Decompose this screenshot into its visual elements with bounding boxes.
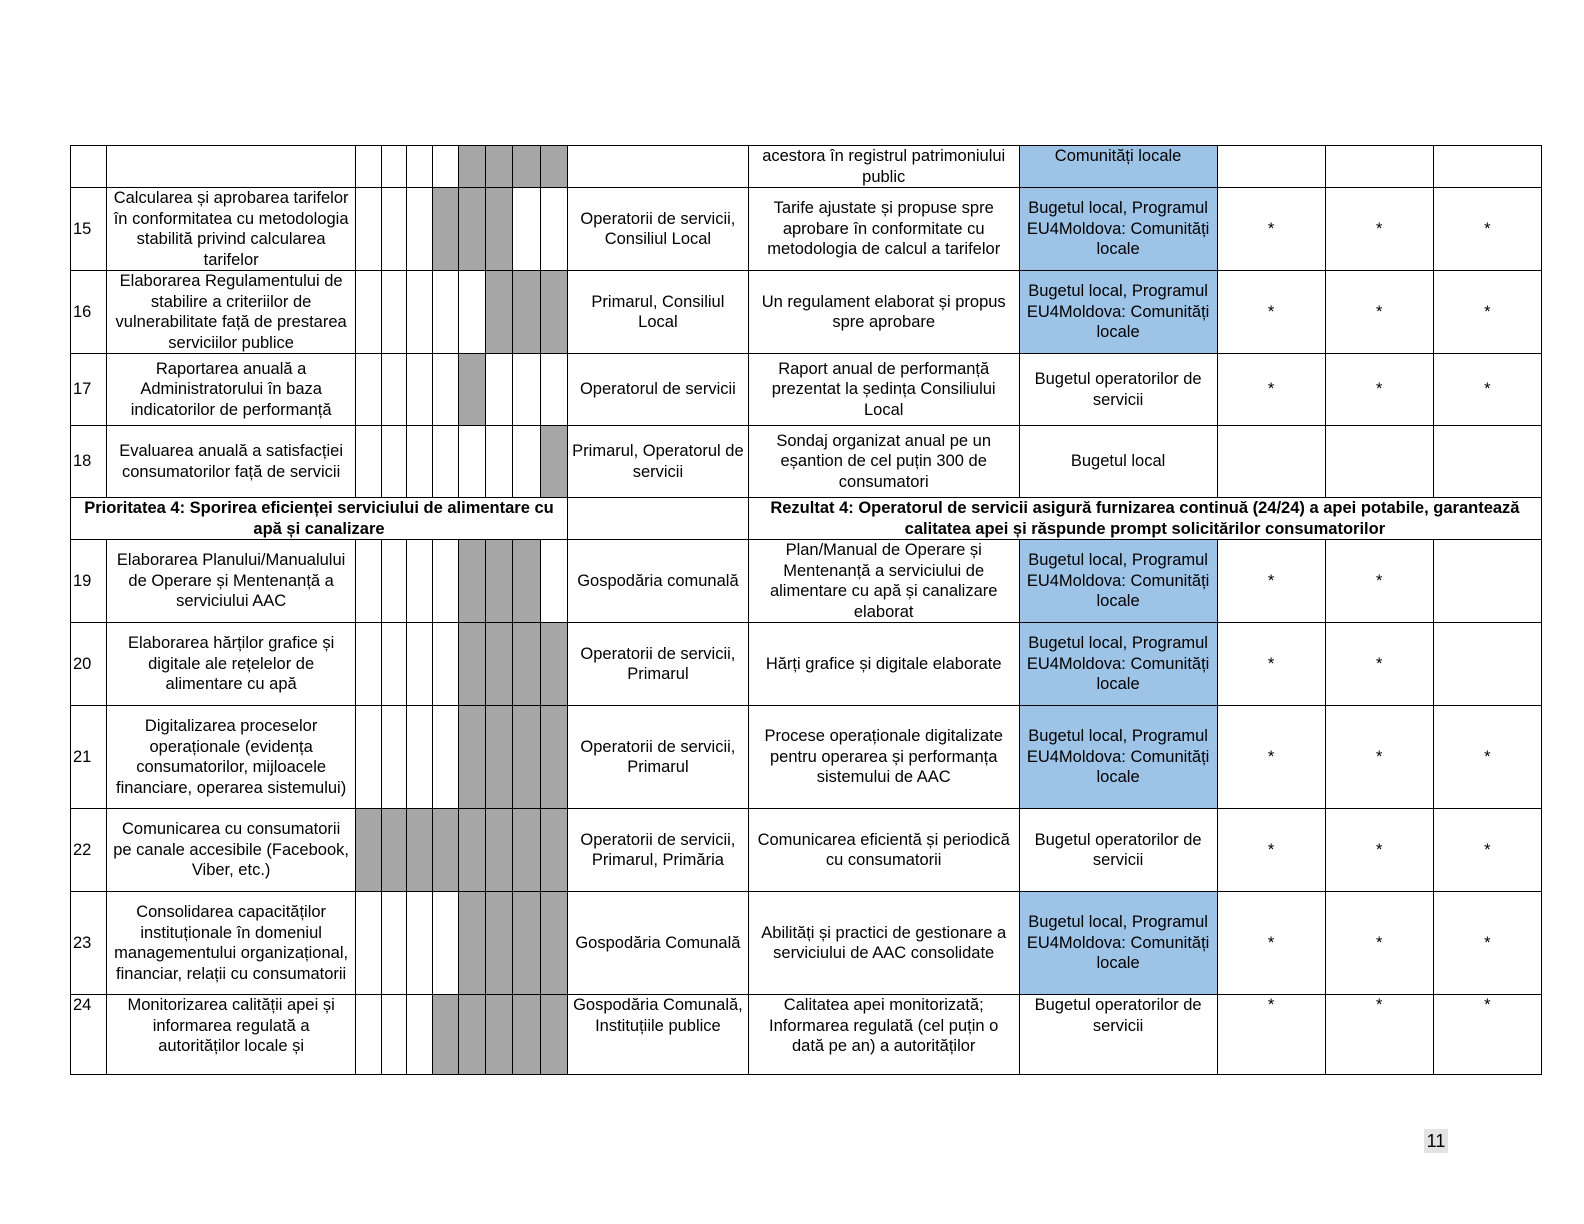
timeline-fill [486,706,513,809]
result-cell: acestora în registrul patrimoniului public [748,146,1019,188]
timeline-fill [432,809,458,892]
responsible-cell: Gospodăria Comunală, Instituțiile publice [567,995,748,1075]
timeline-cell [355,995,381,1075]
timeline-fill [382,809,407,892]
timeline-fill [540,892,567,995]
timeline-cell [407,995,432,1075]
funding-cell: Bugetul local, Programul EU4Moldova: Comunități locale [1019,188,1217,271]
timeline-cell [382,146,407,188]
timeline-cell [432,706,458,809]
result-cell: Hărți grafice și digitale elaborate [748,623,1019,706]
responsible-cell: Operatorii de servicii, Primarul [567,706,748,809]
row-number: 19 [71,540,107,623]
timeline-fill [540,271,567,354]
timeline-cell [382,706,407,809]
timeline-cell [355,892,381,995]
responsible-cell: Gospodăria Comunală [567,892,748,995]
priority-row [71,498,1542,540]
row-number: 16 [71,271,107,354]
funding-cell: Comunități locale [1019,146,1217,188]
timeline-fill [513,706,540,809]
indicator-mark: * [1433,706,1541,809]
timeline-fill [513,623,540,706]
timeline-cell [355,540,381,623]
responsible-cell: Operatorii de servicii, Primarul [567,623,748,706]
timeline-cell [513,426,540,498]
indicator-mark: * [1325,995,1433,1075]
indicator-mark: * [1217,995,1325,1075]
indicator-mark: * [1217,540,1325,623]
timeline-cell [355,188,381,271]
action-plan-table [70,145,1542,1075]
timeline-fill [486,623,513,706]
timeline-fill [486,892,513,995]
row-number: 23 [71,892,107,995]
timeline-cell [458,271,485,354]
timeline-cell [382,188,407,271]
indicator-mark: * [1325,188,1433,271]
activity-cell: Elaborarea hărților grafice și digitale ale rețelelor de alimentare cu apă [107,623,356,706]
table-row [71,188,1542,271]
timeline-cell [407,623,432,706]
row-number: 22 [71,809,107,892]
indicator-mark: * [1217,354,1325,426]
indicator-mark: * [1217,188,1325,271]
timeline-cell [540,354,567,426]
timeline-fill [486,188,513,271]
funding-cell: Bugetul local, Programul EU4Moldova: Comunități locale [1019,623,1217,706]
timeline-cell [355,146,381,188]
indicator-mark: * [1433,892,1541,995]
indicator-mark: * [1325,623,1433,706]
timeline-cell [355,271,381,354]
timeline-fill [513,271,540,354]
timeline-cell [407,271,432,354]
result-cell: Raport anual de performanță prezentat la ședința Consiliului Local [748,354,1019,426]
timeline-cell [382,995,407,1075]
timeline-cell [458,426,485,498]
timeline-fill [458,354,485,426]
timeline-fill [432,995,458,1075]
funding-cell: Bugetul local, Programul EU4Moldova: Comunități locale [1019,892,1217,995]
timeline-cell [407,146,432,188]
indicator-mark: * [1217,623,1325,706]
timeline-cell [382,354,407,426]
indicator-mark: * [1325,892,1433,995]
funding-cell: Bugetul local [1019,426,1217,498]
table-row [71,706,1542,809]
timeline-fill [540,426,567,498]
table-row [71,623,1542,706]
indicator-mark: * [1433,271,1541,354]
timeline-cell [382,426,407,498]
timeline-cell [540,540,567,623]
activity-cell: Elaborarea Regulamentului de stabilire a criteriilor de vulnerabilitate față de prestarea serviciilor publice [107,271,356,354]
indicator-mark: * [1325,809,1433,892]
timeline-fill [540,809,567,892]
timeline-fill [407,809,432,892]
result-cell: Comunicarea eficientă și periodică cu consumatorii [748,809,1019,892]
indicator-mark: * [1325,540,1433,623]
responsible-cell: Operatorul de servicii [567,354,748,426]
timeline-fill [513,809,540,892]
funding-cell: Bugetul local, Programul EU4Moldova: Comunități locale [1019,706,1217,809]
result-cell: Sondaj organizat anual pe un eșantion de cel puțin 300 de consumatori [748,426,1019,498]
timeline-cell [407,426,432,498]
funding-cell: Bugetul operatorilor de servicii [1019,354,1217,426]
timeline-fill [486,146,513,188]
timeline-fill [458,995,485,1075]
timeline-fill [486,271,513,354]
timeline-cell [382,623,407,706]
result-cell: Procese operaționale digitalizate pentru operarea și performanța sistemului de AAC [748,706,1019,809]
timeline-fill [458,706,485,809]
activity-cell: Comunicarea cu consumatorii pe canale accesibile (Facebook, Viber, etc.) [107,809,356,892]
timeline-fill [540,623,567,706]
timeline-fill [458,623,485,706]
result-cell: Tarife ajustate și propuse spre aprobare în conformitate cu metodologia de calcul a tarifelor [748,188,1019,271]
timeline-cell [486,426,513,498]
responsible-cell: Operatorii de servicii, Primarul, Primăria [567,809,748,892]
timeline-cell [432,271,458,354]
row-number [71,146,107,188]
timeline-cell [432,623,458,706]
timeline-cell [432,426,458,498]
activity-cell: Monitorizarea calității apei și informarea regulată a autorităților locale și [107,995,356,1075]
timeline-cell [355,354,381,426]
indicator-mark: * [1325,354,1433,426]
activity-cell: Calcularea și aprobarea tarifelor în conformitatea cu metodologia stabilită privind calcularea tarifelor [107,188,356,271]
timeline-cell [432,892,458,995]
result-cell: Calitatea apei monitorizată; Informarea regulată (cel puțin o dată pe an) a autorităților [748,995,1019,1075]
table-row [71,354,1542,426]
timeline-fill [513,146,540,188]
timeline-cell [432,146,458,188]
row-number: 18 [71,426,107,498]
table-row [71,426,1542,498]
responsible-cell: Primarul, Consiliul Local [567,271,748,354]
timeline-cell [355,623,381,706]
row-number: 17 [71,354,107,426]
timeline-fill [432,188,458,271]
timeline-fill [540,146,567,188]
indicator-mark: * [1433,354,1541,426]
indicator-mark: * [1433,809,1541,892]
timeline-cell [407,188,432,271]
timeline-cell [513,354,540,426]
row-number: 21 [71,706,107,809]
indicator-mark: * [1217,271,1325,354]
timeline-cell [540,188,567,271]
timeline-cell [513,188,540,271]
funding-cell: Bugetul operatorilor de servicii [1019,809,1217,892]
timeline-fill [458,540,485,623]
timeline-cell [407,892,432,995]
activity-cell: Consolidarea capacităților instituționale în domeniul managementului organizațional, financiar, relații cu consumatorii [107,892,356,995]
activity-cell: Raportarea anuală a Administratorului în baza indicatorilor de performanță [107,354,356,426]
timeline-fill [355,809,381,892]
table-row [71,892,1542,995]
activity-cell: Digitalizarea proceselor operaționale (evidența consumatorilor, mijloacele financiare, operarea sistemului) [107,706,356,809]
responsible-cell: Gospodăria comunală [567,540,748,623]
table-row [71,809,1542,892]
table-row [71,995,1542,1075]
timeline-fill [458,809,485,892]
timeline-fill [513,995,540,1075]
activity-cell: Elaborarea Planului/Manualului de Operare și Mentenanță a serviciului AAC [107,540,356,623]
timeline-fill [540,995,567,1075]
result-cell: Abilități și practici de gestionare a serviciului de AAC consolidate [748,892,1019,995]
indicator-mark: * [1433,188,1541,271]
indicator-mark: * [1433,995,1541,1075]
row-number: 20 [71,623,107,706]
timeline-fill [486,995,513,1075]
result-cell: Plan/Manual de Operare și Mentenanță a serviciului de alimentare cu apă și canalizare elaborat [748,540,1019,623]
table-row [71,271,1542,354]
timeline-fill [458,146,485,188]
funding-cell: Bugetul operatorilor de servicii [1019,995,1217,1075]
funding-cell: Bugetul local, Programul EU4Moldova: Comunități locale [1019,540,1217,623]
indicator-mark: * [1217,892,1325,995]
activity-cell: Evaluarea anuală a satisfacției consumatorilor față de servicii [107,426,356,498]
activity-cell [107,146,356,188]
result-cell: Un regulament elaborat și propus spre aprobare [748,271,1019,354]
timeline-cell [486,354,513,426]
timeline-cell [355,706,381,809]
timeline-cell [355,426,381,498]
row-number: 15 [71,188,107,271]
row-number: 24 [71,995,107,1075]
timeline-cell [432,354,458,426]
priority-result: Rezultat 4: Operatorul de servicii asigură furnizarea continuă (24/24) a apei potabile, garantează calitatea apei și răspunde prompt solicitărilor consumatorilor [748,498,1541,540]
timeline-fill [540,706,567,809]
indicator-mark: * [1217,706,1325,809]
priority-title: Prioritatea 4: Sporirea eficienței serviciului de alimentare cu apă și canalizare [71,498,568,540]
page-number: 11 [1424,1129,1448,1153]
table-row [71,540,1542,623]
indicator-mark: * [1217,809,1325,892]
timeline-cell [382,540,407,623]
timeline-fill [486,540,513,623]
timeline-fill [458,188,485,271]
timeline-fill [513,892,540,995]
responsible-cell: Operatorii de servicii, Consiliul Local [567,188,748,271]
timeline-fill [513,540,540,623]
timeline-cell [407,540,432,623]
timeline-cell [432,540,458,623]
timeline-cell [382,271,407,354]
funding-cell: Bugetul local, Programul EU4Moldova: Comunități locale [1019,271,1217,354]
timeline-fill [458,892,485,995]
indicator-mark: * [1325,271,1433,354]
table-row [71,146,1542,188]
timeline-cell [407,354,432,426]
timeline-cell [407,706,432,809]
timeline-fill [486,809,513,892]
responsible-cell [567,146,748,188]
responsible-cell: Primarul, Operatorul de servicii [567,426,748,498]
timeline-cell [382,892,407,995]
indicator-mark: * [1325,706,1433,809]
